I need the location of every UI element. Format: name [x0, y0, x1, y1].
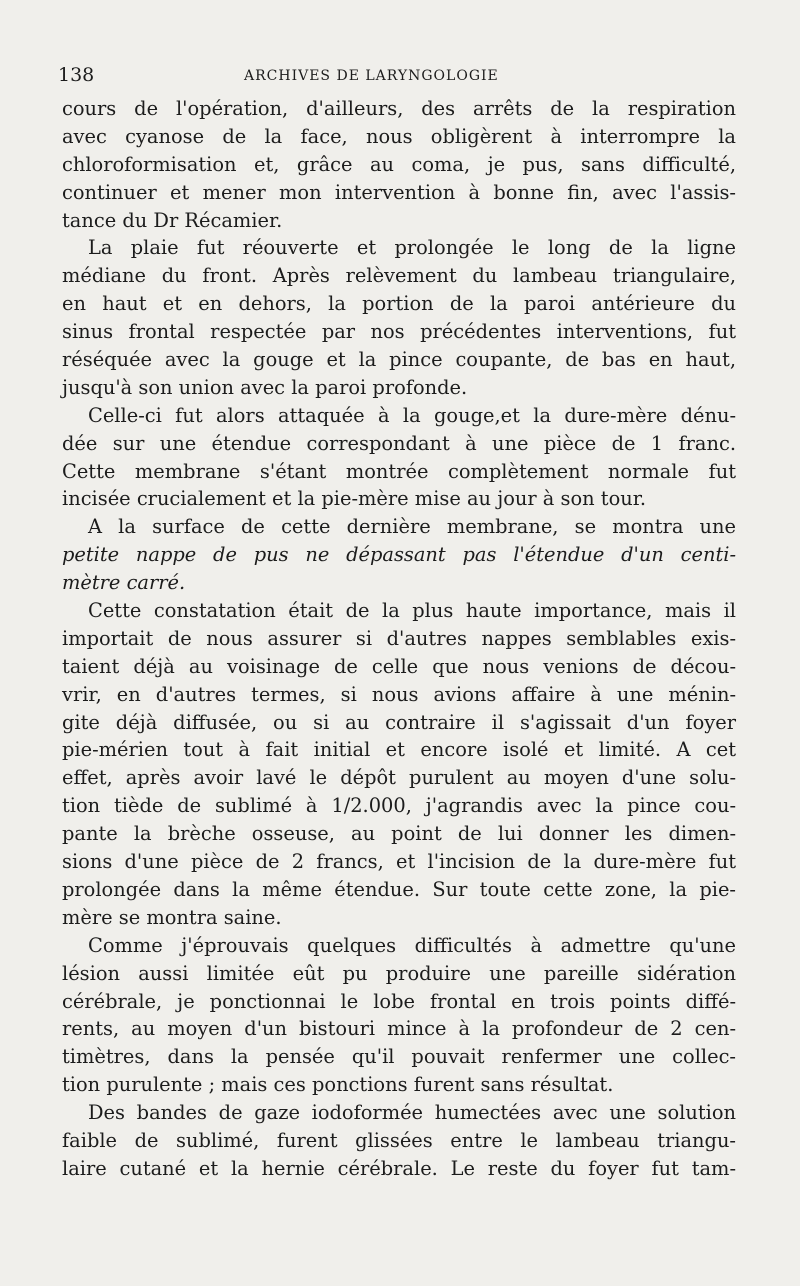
text-line: taient déjà au voisinage de celle que nous venions de décou-: [62, 654, 736, 678]
text-line: Celle-ci fut alors attaquée à la gouge,et la dure-mère dénu-: [88, 403, 736, 427]
text-line-italic: [62, 541, 736, 569]
text-line: en haut et en dehors, la portion de la paroi antérieure du: [62, 292, 736, 316]
text-line: rents, au moyen d'un bistouri mince à la profondeur de 2 cen-: [62, 1017, 736, 1041]
text-line: pante la brèche osseuse, au point de lui donner les dimen-: [62, 822, 736, 846]
text-line: effet, après avoir lavé le dépôt purulent au moyen d'une solu-: [62, 766, 736, 790]
running-title: ARCHIVES DE LARYNGOLOGIE: [244, 68, 499, 84]
text-line: tance du Dr Récamier.: [62, 208, 283, 232]
text-line: La plaie fut réouverte et prolongée le long de la ligne: [88, 236, 736, 260]
text-line: lésion aussi limitée eût pu produire une pareille sidération: [62, 961, 736, 985]
text-line: cérébrale, je ponctionnai le lobe frontal en trois points diffé-: [62, 989, 736, 1013]
text-line: mère se montra saine.: [62, 905, 282, 929]
text-line: pie-mérien tout à fait initial et encore isolé et limité. A cet: [62, 738, 736, 762]
text-line-italic: [62, 569, 736, 597]
text-line: Cette constatation était de la plus haute importance, mais il: [88, 599, 736, 623]
body-text: [62, 95, 736, 1183]
text-line: vrir, en d'autres termes, si nous avions affaire à une ménin-: [62, 682, 736, 706]
text-line: tion tiède de sublimé à 1/2.000, j'agrandis avec la pince cou-: [62, 794, 736, 818]
text-line: réséquée avec la gouge et la pince coupante, de bas en haut,: [62, 348, 736, 372]
text-line: cours de l'opération, d'ailleurs, des arrêts de la respiration: [62, 97, 736, 120]
page-header: [58, 62, 738, 92]
text-line: dée sur une étendue correspondant à une pièce de 1 franc.: [62, 431, 736, 455]
text-line: sinus frontal respectée par nos précédentes interventions, fut: [62, 320, 736, 344]
text-line: faible de sublimé, furent glissées entre le lambeau triangu-: [62, 1128, 736, 1152]
text-line: Cette membrane s'étant montrée complètement normale fut: [62, 459, 736, 483]
text-line: sions d'une pièce de 2 francs, et l'incision de la dure-mère fut: [62, 850, 736, 874]
text-line: prolongée dans la même étendue. Sur toute cette zone, la pie-: [62, 877, 736, 901]
text-line: Comme j'éprouvais quelques difficultés à admettre qu'une: [88, 933, 736, 957]
italic-text: petite nappe de pus ne dépassant pas l'étendue d'un centi-: [62, 543, 736, 567]
text-line: laire cutané et la hernie cérébrale. Le reste du foyer fut tam-: [62, 1156, 736, 1180]
page-number: 138: [58, 64, 95, 86]
text-line: gite déjà diffusée, ou si au contraire il s'agissait d'un foyer: [62, 710, 736, 734]
text-line: Des bandes de gaze iodoformée humectées avec une solution: [88, 1101, 736, 1125]
text-line: jusqu'à son union avec la paroi profonde.: [62, 375, 468, 399]
text-line: continuer et mener mon intervention à bonne fin, avec l'assis-: [62, 180, 736, 204]
text-line: timètres, dans la pensée qu'il pouvait renfermer une collec-: [62, 1045, 736, 1069]
text-line: tion purulente ; mais ces ponctions furent sans résultat.: [62, 1073, 614, 1097]
text-line: chloroformisation et, grâce au coma, je pus, sans difficulté,: [62, 152, 736, 176]
text-line: avec cyanose de la face, nous obligèrent à interrompre la: [62, 124, 736, 148]
text-line: incisée crucialement et la pie-mère mise au jour à son tour.: [62, 487, 647, 511]
text-line: A la surface de cette dernière membrane, se montra une: [88, 515, 736, 539]
text-line: médiane du front. Après relèvement du lambeau triangulaire,: [62, 264, 736, 288]
text-line: importait de nous assurer si d'autres nappes semblables exis-: [62, 626, 736, 650]
italic-text: mètre carré.: [62, 571, 186, 595]
